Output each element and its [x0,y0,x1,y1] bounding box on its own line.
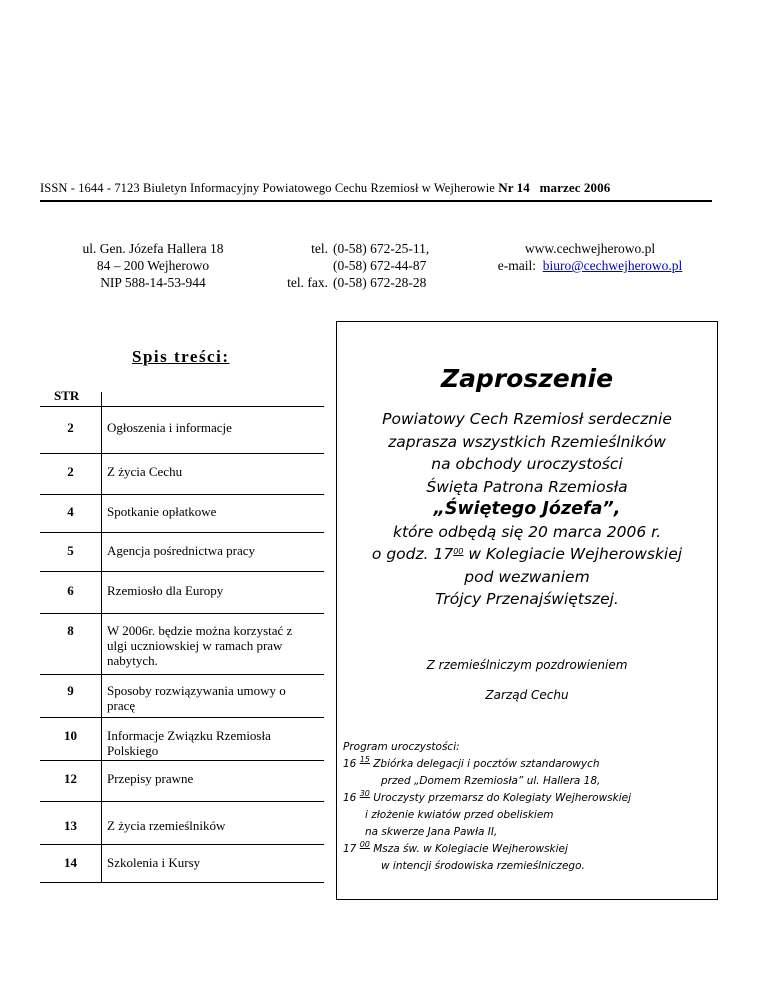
program-cont: i złożenie kwiatów przed obeliskiem [365,809,554,821]
toc-entry-page: 13 [64,818,77,833]
toc-row-rule [40,801,324,802]
phone-label: tel. [311,241,328,256]
toc-entry-title: Rzemiosło dla Europy [107,583,224,598]
toc-entry-page: 4 [67,504,74,519]
toc-entry-page: 14 [64,855,77,870]
invitation-box [336,321,718,900]
program-item [343,756,713,773]
toc-row-rule [40,613,324,614]
toc-entry-title: Przepisy prawne [107,771,194,786]
toc-entry-page: 8 [67,623,74,638]
program-cont: w intencji środowiska rzemieślniczego. [381,860,585,872]
issn-text: ISSN - 1644 - 7123 Biuletyn Informacyjny Powiatowego Cechu Rzemiosł w Wejherowie [40,181,495,195]
program-item [343,841,713,858]
invitation-line: na obchody uroczystości [431,455,623,473]
invitation-title: Zaproszenie [440,364,614,393]
invitation-line: zaprasza wszystkich Rzemieślników [388,432,666,451]
greeting: Z rzemieślniczym pozdrowieniem [426,658,628,672]
address-street: ul. Gen. Józefa Hallera 18 [82,241,224,256]
time-minutes: 00 [453,547,464,556]
time-prefix: o godz. 17 [371,545,454,563]
program-hour: 17 [343,843,357,855]
toc-entry-page: 2 [67,420,74,435]
phone-value: (0-58) 672-25-11, [333,241,430,256]
toc-entry-title: W 2006r. będzie można korzystać z ulgi uczniowskiej w ramach praw nabytych. [107,623,293,668]
issue-date: marzec 2006 [539,180,611,195]
fax-label: tel. fax. [287,275,328,290]
program-hour: 16 [343,758,357,770]
program-minute: 15 [359,755,370,764]
toc-entry-title: Agencja pośrednictwa pracy [107,543,255,558]
toc-entry-title: Z życia Cechu [107,464,183,479]
address-block [60,240,246,291]
website-text: www.cechwejherowo.pl [524,241,656,256]
bulletin-header [40,180,712,196]
toc-row-rule [40,844,324,845]
toc-row-rule [40,494,324,495]
toc-row-rule [40,571,324,572]
invitation-line: Trójcy Przenajświętszej. [435,590,619,608]
toc-entry-title: Szkolenia i Kursy [107,855,201,870]
program-text: Uroczysty przemarsz do Kolegiaty Wejherowskiej [369,792,632,804]
issue-number: Nr 14 [498,180,530,195]
toc-entry-page: 10 [64,728,77,743]
email-link[interactable]: biuro@cechwejherowo.pl [542,258,683,273]
toc-row-rule [40,882,324,883]
program-list [343,739,713,875]
program-text: Zbiórka delegacji i pocztów sztandarowych [369,758,600,770]
toc-entry-page: 2 [67,464,74,479]
time-location: w Kolegiacie Wejherowskiej [463,545,683,563]
toc-row-rule [40,453,324,454]
invitation-line: pod wezwaniem [464,567,590,586]
toc-entry-title: Sposoby rozwiązywania umowy o pracę [107,683,286,713]
toc-row-rule [40,760,324,761]
phone-label [262,257,333,274]
program-title: Program uroczystości: [343,741,460,753]
web-block [470,240,710,274]
phone-value: (0-58) 672-44-87 [333,258,427,273]
program-text: Msza św. w Kolegiacie Wejherowskiej [369,843,568,855]
toc-entry-title: Spotkanie opłatkowe [107,504,217,519]
invitation-closing [337,650,717,710]
header-divider [40,200,712,202]
toc-top-rule [40,406,324,407]
toc-row-rule [40,674,324,675]
toc-entry-page: 9 [67,683,74,698]
invitation-body [337,408,717,611]
program-minute: 30 [359,789,370,798]
email-label: e-mail: [497,258,536,273]
fax-value: (0-58) 672-28-28 [333,275,427,290]
toc-entry-page: 5 [67,543,74,558]
toc-entry-page: 6 [67,583,74,598]
program-hour: 16 [343,792,357,804]
address-city: 84 – 200 Wejherowo [96,258,210,273]
address-nip: NIP 588-14-53-944 [100,275,206,290]
patron-name: „Świętego Józefa”, [433,499,621,519]
invitation-date: które odbędą się 20 marca 2006 r. [393,522,661,541]
program-cont: przed „Domem Rzemiosła” ul. Hallera 18, [381,775,601,787]
toc-column-divider [101,392,102,882]
toc-entry-page: 12 [64,771,77,786]
signature: Zarząd Cechu [485,688,569,702]
invitation-line: Powiatowy Cech Rzemiosł serdecznie [382,410,672,428]
phone-block [262,240,429,291]
invitation-time-line [337,543,717,566]
invitation-line: Święta Patrona Rzemiosła [426,477,628,496]
toc-entry-title: Z życia rzemieślników [107,818,226,833]
toc-row-rule [40,717,324,718]
toc-row-rule [40,532,324,533]
program-minute: 00 [359,840,370,849]
toc-title: Spis treści: [132,347,230,366]
toc-entry-title: Ogłoszenia i informacje [107,420,232,435]
toc-entry-title: Informacje Związku Rzemiosła Polskiego [107,728,271,758]
toc-column-header: STR [54,388,80,403]
program-item [343,790,713,807]
program-cont: na skwerze Jana Pawła II, [365,826,498,838]
